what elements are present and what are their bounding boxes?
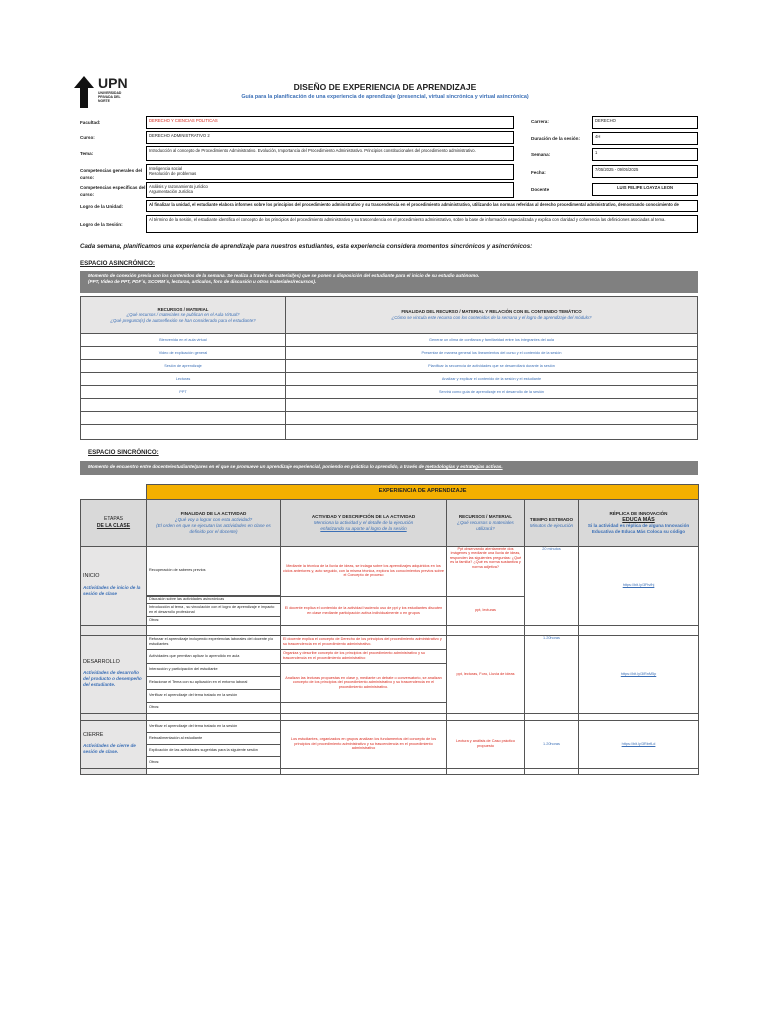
sync-col-finalidad: FINALIDAD DE LA ACTIVIDAD ¿Qué voy a lograr con esta actividad? (El orden en que se ejecutan las actividades en clase es definido por el docente) [147,499,281,546]
fecha-label: Fecha: [531,170,546,175]
curso-field [146,131,514,144]
comp-gen-field [146,164,514,180]
async-header-row [81,297,698,334]
async-row [81,425,698,440]
desarrollo-row-6: Otros: [81,702,699,713]
sync-header-row [81,499,699,546]
cierre-row-3: Explicación de las actividades sugeridas para la siguiente sesión [81,744,699,756]
duracion-label: Duración de la sesión: [531,136,581,141]
async-row: PPT Servirá como guía de aprendizaje en el desarrollo de la sesión [81,386,698,399]
logro-unidad-value: Al finalizar la unidad, el estudiante elabora informes sobre los principios del procedimiento administrativo y su trascendencia en el procedimiento administrativo, utilizando las normas referidas al derecho procedimental administrativo, demostrando conocimiento de [149,202,679,207]
curso-label: Curso: [80,135,95,140]
sync-band: EXPERIENCIA DE APRENDIZAJE [147,485,699,500]
sync-col-actividad: ACTIVIDAD Y DESCRIPCIÓN DE LA ACTIVIDAD Menciona la actividad y el detalle de la ejecución enfatizando su aporte al logro de la sesión [281,499,447,546]
comp-gen-label: Competencias generales del curso: [80,168,143,180]
inicio-row-2: Discusión sobre las actividades asincrónicas El docente explica el contenido de la actividad haciendo uso de ppt y los estudiantes discuten en clase mediante participación activa individualmente o en grupos ppt, lecturas [81,596,699,603]
async-row: Lecturas Analizar y explicar el contenido de la sesión y el estudiante [81,373,698,386]
cierre-row-2: Retroalimentación al estudiante [81,732,699,744]
semana-field [592,148,698,161]
async-row [81,412,698,425]
sync-col-recursos: RECURSOS / MATERIAL ¿Qué recursos o materiales utilizará? [447,499,525,546]
inicio-row-4: Otros: [81,616,699,625]
async-row: Bienvenida en el aula virtual Generar un clima de confianza y familiaridad entre los integrantes del aula [81,334,698,347]
async-resources-table [80,296,698,440]
carrera-value: DERECHO [595,118,616,123]
fecha-field [592,165,698,178]
comp-esp-field [146,182,514,198]
stage-cierre: CIERRE Actividades de cierre de sesión de clase. [81,720,147,768]
sync-heading: ESPACIO SINCRÓNICO: [88,449,159,456]
logro-sesion-label: Logro de la Sesión: [80,222,123,227]
carrera-field [592,116,698,129]
cierre-row-4: Otros: [81,756,699,768]
async-row [81,399,698,412]
stage-desarrollo: DESARROLLO Actividades de desarrollo del producto o desempeño del estudiante. [81,635,147,713]
sync-col-tiempo: TIEMPO ESTIMADO Minutos de ejecución [525,499,579,546]
async-col-purpose: FINALIDAD DEL RECURSO / MATERIAL Y RELACIÓN CON EL CONTENIDO TEMÁTICO ¿Cómo se vincula este recurso con los contenidos de la semana y el logro de aprendizaje del módulo? [286,297,698,334]
comp-gen-value-2: Resolución de problemas [149,171,197,176]
async-banner-line2: (PPT, Video de PPT, PDF´s, SCORM´s, lecturas, artículos, foro de discusión u otros materiales/recursos). [88,279,317,284]
semana-value: 1 [595,150,598,155]
desarrollo-link[interactable]: https://bit.ly/3iRnM5p [579,635,699,713]
sync-col-replica: RÉPLICA DE INNOVACIÓN EDUCA MÁS Si la actividad es réplica de alguna Innovación Educativa de Educa Más Coloca su código [579,499,699,546]
async-heading: ESPACIO ASINCRÓNICO: [80,260,155,267]
logro-unidad-field [146,200,698,212]
tema-field [146,146,514,161]
carrera-label: Carrera: [531,119,549,124]
async-col-resources: RECURSOS / MATERIAL ¿Qué recursos / materiales se publican en el Aula Virtual? ¿Qué pregunta(s) de autoreflexión se han considerado para el estudiante? [81,297,286,334]
logro-sesion-field [146,215,698,233]
duracion-field [592,132,698,145]
page-subtitle: Guía para la planificación de una experiencia de aprendizaje (presencial, virtual sincrónica y virtual asincrónica) [241,94,529,100]
facultad-field [146,116,514,129]
page-title: DISEÑO DE EXPERIENCIA DE APRENDIZAJE [293,82,477,92]
stage-inicio: INICIO Actividades de inicio de la sesión de clase [81,546,147,625]
facultad-value: DERECHO Y CIENCIAS POLITICAS [149,118,218,123]
cierre-row-1: CIERRE Actividades de cierre de sesión de clase. Verificar el aprendizaje del tema tratado en la sesión Los estudiantes, organizados en grupos analizan los fundamentos del concepto de los principios del procedimiento administrativo y su trascendencia en el procedimiento administrativo Lectura y análisis de Caso práctico propuesto 1.20horas https://bit.ly/3RbrfLd [81,720,699,732]
docente-value: LUIS FELIPE LOAYZA LEON [617,185,673,190]
inicio-link[interactable]: https://bit.ly/3Ftvfhj [579,546,699,625]
comp-esp-label: Competencias específicas del curso: [80,185,146,197]
upn-logo [74,76,144,112]
sync-banner-text: Momento de encuentro entre docente/estudiante/pares en el que se promueve un aprendizaje experiencial, poniendo en práctica lo aprendido, a través de [88,464,426,469]
curso-value: DERECHO ADMINISTRATIVO 2 [149,133,210,138]
fecha-value: 7/05/2025 - 09/05/2025 [595,167,639,172]
facultad-label: Facultad: [80,120,101,125]
intro-text: Cada semana, planificamos una experiencia de aprendizaje para nuestros estudiantes, esta experiencia considera momentos sincrónicos y asincrónicos: [80,243,533,250]
async-row: Sesión de aprendizaje Planificar la secuencia de actividades que se desarrollará durante la sesión [81,360,698,373]
inicio-row-1: INICIO Actividades de inicio de la sesión de clase Recuperación de saberes previos Mediante la técnica de la lluvia de ideas, se indaga sobre los aprendizajes adquiridos en los ciclos anteriores y, acto seguido, con la misma técnica, explora los conocimientos previos sobre el Concepto de proceso Ppt observando atentamente dos imágenes y mediante una lluvia de ideas, responden las siguientes preguntas: ¿Qué es la familia? ¿Qué es norma sustantiva y norma adjetiva? 20 minutos https://bit.ly/3Ftvfhj [81,546,699,595]
sync-col-etapas: ETAPAS DE LA CLASE [81,499,147,546]
comp-gen-value-1: Inteligencia social [149,166,183,171]
duracion-value: 4H [595,134,601,139]
comp-esp-value-2: Argumentación Jurídica [149,189,193,194]
tema-label: Tema: [80,151,94,156]
comp-esp-value-1: Análisis y razonamiento jurídico [149,184,208,189]
docente-label: Docente [531,187,550,192]
logo-brand: UPN [98,75,128,91]
logo-subtitle: UNIVERSIDAD PRIVADA DEL NORTE [98,91,122,103]
async-banner [80,271,698,293]
desarrollo-row-3: Interacción y participación del estudiante Analizan las lecturas propuestas en clase y, mediante un debate o conversatorio, se analizan concepto de los principios del procedimiento administrativo y su trascendencia en el procedimiento administrativo. [81,663,699,676]
logro-unidad-label: Logro de la Unidad: [80,204,124,209]
tema-value: Introducción al concepto de Procedimiento Administrativo. Evolución, Importancia del Procedimiento Administrativo. Principios constitucionales del procedimiento administrativo. [149,148,476,153]
desarrollo-row-1: DESARROLLO Actividades de desarrollo del producto o desempeño del estudiante. Reforzar el aprendizaje incluyendo experiencias laborales del docente y/o estudiantes El docente explica el concepto de Derecho de los principios del procedimiento administrativo y su trascendencia en el procedimiento administrativo. ppt, lecturas, Foro, Lluvia de ideas 1.20horas https://bit.ly/3iRnM5p [81,635,699,649]
async-row: Video de explicación general Presentar de manera general los lineamientos del curso y el contenido de la sesión [81,347,698,360]
sync-experience-table [80,484,699,775]
sync-band-row [81,485,699,500]
upn-arrow-icon [74,76,94,108]
desarrollo-row-4: Relacionar el Tema con su aplicación en el entorno laboral [81,676,699,689]
cierre-link[interactable]: https://bit.ly/3RbrfLd [579,720,699,768]
docente-field [592,183,698,196]
inicio-row-3: Introducción al tema , su vinculación con el logro de aprendizaje e impacto en el desarrollo profesional [81,603,699,616]
async-banner-line1: Momento de conexión previa con los contenidos de la semana. Se realiza a través de material(es) que se ponen a disposición del estudiante para el inicio de su estudio autónomo. [88,273,480,278]
logro-sesion-value: Al término de la sesión, el estudiante identifica el concepto de los principios del procedimiento administrativo y su trascendencia en el procedimiento administrativo, sobre la base de información especializada y explica con claridad y coherencia las definiciones asociadas al tema. [149,217,666,222]
sync-banner-link[interactable]: metodologías y estrategias activas. [425,464,503,469]
desarrollo-row-2: Actividades que permitan aplicar lo aprendido en aula Organiza y describe concepto de los principios del procedimiento administrativo y su trascendencia en el procedimiento administrativo [81,649,699,663]
sync-banner [80,461,698,475]
desarrollo-row-5: Verificar el aprendizaje del tema tratado en la sesión [81,689,699,702]
semana-label: Semana: [531,152,551,157]
